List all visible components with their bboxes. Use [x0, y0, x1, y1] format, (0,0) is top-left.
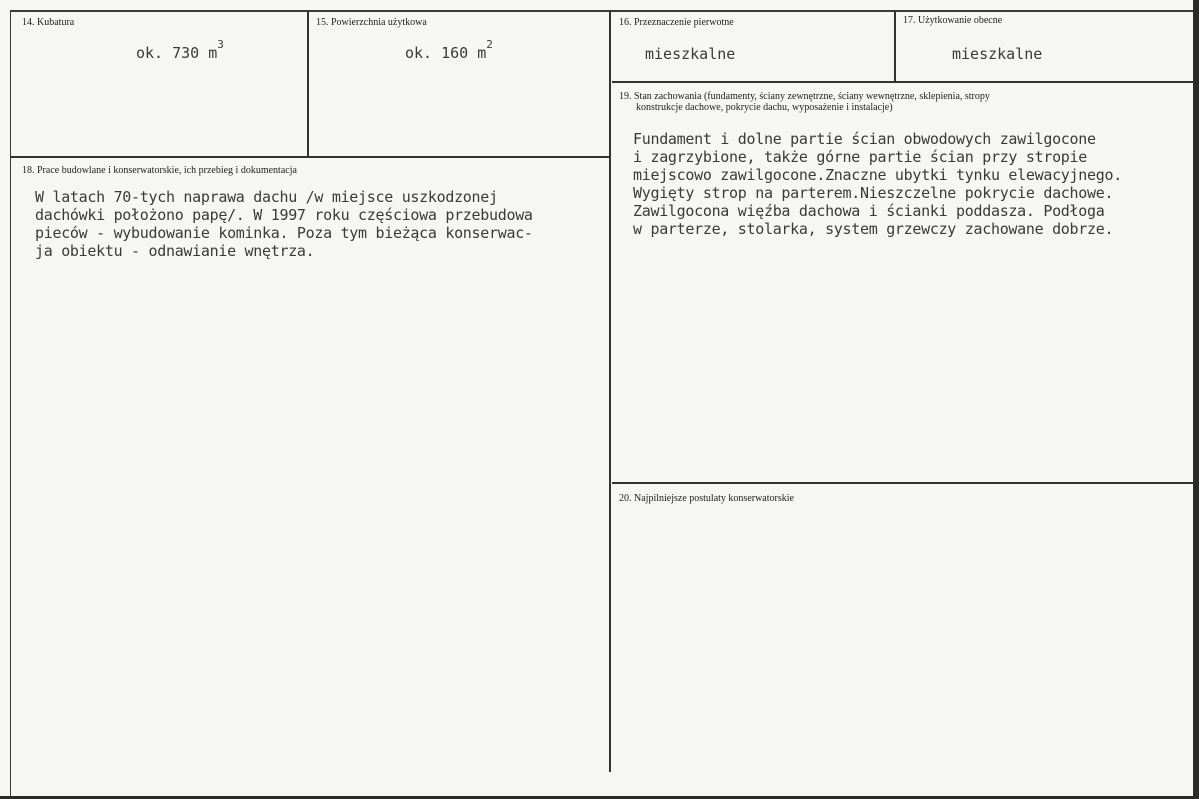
field-15-unit-exponent: 2: [486, 38, 493, 51]
card-left-border: [10, 10, 11, 796]
divider-19-20: [612, 482, 1193, 484]
field-19-line: Fundament i dolne partie ścian obwodowych zawilgocone: [633, 130, 1096, 148]
field-15-value-text: ok. 160 m: [405, 44, 487, 62]
field-16-label: 16. Przeznaczenie pierwotne: [619, 17, 734, 28]
field-16-value: mieszkalne: [645, 45, 736, 63]
field-19-line: w parterze, stolarka, system grzewczy zachowane dobrze.: [633, 220, 1114, 238]
field-19-label-line1: 19. Stan zachowania (fundamenty, ściany zewnętrzne, ściany wewnętrzne, sklepienia, stropy: [619, 91, 990, 102]
field-14-label: 14. Kubatura: [22, 17, 75, 28]
field-18-line: pieców - wybudowanie kominka. Poza tym bieżąca konserwac-: [35, 224, 533, 242]
field-17-value: mieszkalne: [952, 45, 1043, 63]
field-18-label: 18. Prace budowlane i konserwatorskie, ich przebieg i dokumentacja: [22, 165, 297, 176]
scan-edge-right: [1193, 0, 1199, 799]
field-19-line: miejscowo zawilgocone.Znaczne ubytki tynku elewacyjnego.: [633, 166, 1122, 184]
field-14-unit-exponent: 3: [217, 38, 224, 51]
field-15-value: [405, 38, 493, 62]
field-14-value-text: ok. 730 m: [136, 44, 218, 62]
field-19-line: Wygięty strop na parterem.Nieszczelne pokrycie dachowe.: [633, 184, 1114, 202]
divider-17-19: [612, 81, 1193, 83]
divider-main-vertical: [609, 10, 611, 772]
field-15-label: 15. Powierzchnia użytkowa: [316, 17, 427, 28]
field-20-label: 20. Najpilniejsze postulaty konserwatorskie: [619, 493, 794, 504]
divider-15-18: [10, 156, 609, 158]
field-18-line: ja obiektu - odnawianie wnętrza.: [35, 242, 315, 260]
field-18-line: W latach 70-tych naprawa dachu /w miejsce uszkodzonej: [35, 188, 498, 206]
field-19-line: Zawilgocona więźba dachowa i ścianki poddasza. Podłoga: [633, 202, 1105, 220]
field-18-text: [35, 188, 533, 260]
field-17-label: 17. Użytkowanie obecne: [903, 15, 1003, 26]
divider-16-17: [894, 10, 896, 82]
field-14-value: [136, 38, 224, 62]
field-19-text: [633, 130, 1122, 238]
field-19-line: i zagrzybione, także górne partie ścian przy stropie: [633, 148, 1088, 166]
field-18-line: dachówki położono papę/. W 1997 roku częściowa przebudowa: [35, 206, 533, 224]
card-top-border: [10, 10, 1193, 12]
field-19-label-line2: konstrukcje dachowe, pokrycie dachu, wyposażenie i instalacje): [636, 102, 893, 113]
divider-14-15: [307, 10, 309, 157]
